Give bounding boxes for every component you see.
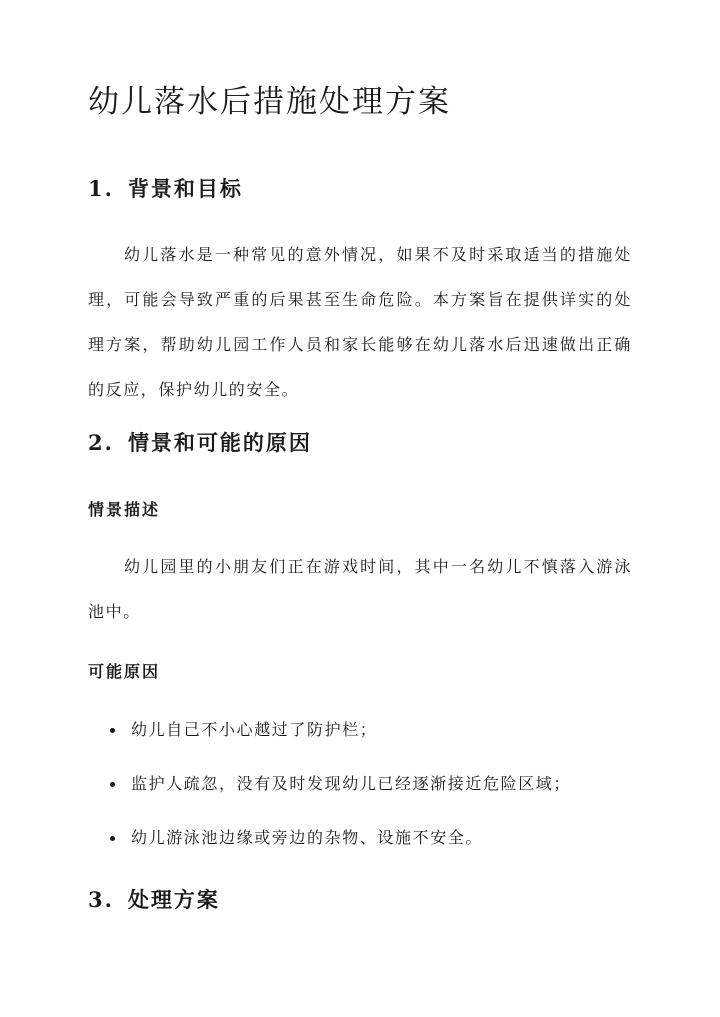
section-heading-3 [88,887,220,912]
document-title: 幼儿落水后措施处理方案 [88,84,451,120]
list-item-text: 幼儿自己不小心越过了防护栏； [131,720,378,739]
bullet-icon [110,782,115,787]
section-number: 1. [88,176,114,201]
list-item [88,718,648,772]
list-item-text: 幼儿游泳池边缘或旁边的杂物、设施不安全。 [131,828,484,847]
section-title: 情景和可能的原因 [127,430,312,455]
list-item [88,772,648,826]
subsection-heading-scenario: 情景描述 [88,500,161,519]
scenario-paragraph: 幼儿园里的小朋友们正在游戏时间，其中一名幼儿不慎落入游泳池中。 [88,557,632,621]
bullet-icon [110,836,115,841]
section-title: 处理方案 [127,887,220,912]
bullet-icon [110,728,115,733]
section-heading-2 [88,430,312,455]
list-item-text: 监护人疏忽，没有及时发现幼儿已经逐渐接近危险区域； [131,774,572,793]
list-item [88,826,648,880]
section-heading-1 [88,176,243,201]
section-number: 2. [88,430,114,455]
subsection-heading-causes: 可能原因 [88,662,161,681]
background-paragraph: 幼儿落水是一种常见的意外情况，如果不及时采取适当的措施处理，可能会导致严重的后果甚至生命危险。本方案旨在提供详实的处理方案，帮助幼儿园工作人员和家长能够在幼儿落水后迅速做出正确的反应，保护幼儿的安全。 [88,245,632,399]
section-number: 3. [88,887,114,912]
section-title: 背景和目标 [127,176,243,201]
causes-list [88,718,648,880]
